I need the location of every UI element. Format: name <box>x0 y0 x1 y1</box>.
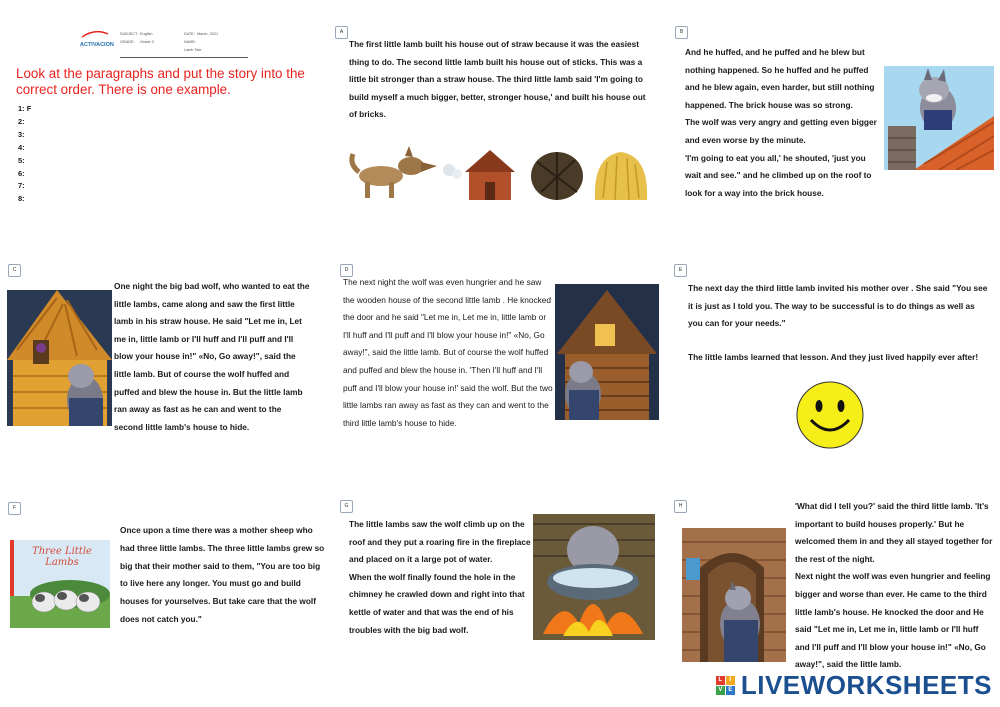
houses-illustration <box>345 142 653 204</box>
name-label: NAME: <box>184 40 197 44</box>
wolf-in-cauldron-image <box>533 514 655 640</box>
paragraph-e-part-2: The little lambs learned that lesson. And they just lived happily ever after! <box>688 351 979 362</box>
paragraph-g-text <box>349 516 531 639</box>
wolf-at-brick-door-image <box>682 528 786 662</box>
date-value: March, 2021 <box>197 32 219 36</box>
order-slot-6[interactable]: 6: <box>18 168 25 178</box>
logo-swoosh-icon <box>80 28 110 40</box>
paragraph-tag-e: E <box>674 264 687 277</box>
brick-house-icon <box>465 150 515 200</box>
wolf-blowing-icon <box>352 146 462 198</box>
paragraph-c-text: One night the big bad wolf, who wanted to eat the little lambs, came along and saw the first little lamb in his straw house. He said "Let me in, Let me in, little lamb or I'll huff and I'll puff and I'll blow your house in!" «No, Go away!", said the little lamb. But of course the wolf huffed and puffed and blew the house in. But the little lamb ran away as fast as he can and went to the second little lamb's house to hide. <box>114 281 310 432</box>
liveworksheets-mark-icon: L I V E <box>716 676 735 695</box>
wolf-on-roof-image <box>884 66 994 170</box>
liveworksheets-logo <box>716 671 992 699</box>
paragraph-tag-h: H <box>674 500 687 513</box>
order-slot-7[interactable]: 7: <box>18 181 25 191</box>
grade-value: Grade 3 <box>140 40 154 44</box>
paragraph-g-part-1: The little lambs saw the wolf climb up on the roof and they put a roaring fire in the fireplace and placed on it a large pot of water. <box>349 519 531 565</box>
grade-label: GRADE: <box>120 40 135 44</box>
wooden-house-wolf-image <box>555 284 659 420</box>
order-slot-3[interactable]: 3: <box>18 129 25 139</box>
paragraph-h-text <box>795 498 993 674</box>
paragraph-b-part-2: The wolf was very angry and getting even bigger and even worse by the minute. <box>685 117 877 145</box>
date-label: DATE: <box>184 32 195 36</box>
straw-house-wolf-image <box>7 290 112 426</box>
order-slot-5[interactable]: 5: <box>18 155 25 165</box>
paragraph-b-part-1: And he huffed, and he puffed and he blew but nothing happened. So he huffed and he puffed and he blew again, even harder, but still nothing happened. The brick house was so strong. <box>685 47 875 110</box>
paragraph-e-text <box>688 280 988 366</box>
order-slot-2[interactable]: 2: <box>18 116 25 126</box>
paragraph-tag-d: D <box>340 264 353 277</box>
book-title: Three Little Lambs <box>32 546 92 568</box>
paragraph-tag-f: F <box>8 502 21 515</box>
instructions-text: Look at the paragraphs and put the story into the correct order. There is one example. <box>16 66 305 97</box>
three-little-lambs-book-image <box>10 540 110 628</box>
paragraph-h-part-1: 'What did I tell you?' said the third little lamb. 'It's important to build houses properly.' But he welcomed them in and they all stayed together for the rest of the night. <box>795 501 993 564</box>
paragraph-a-text: The first little lamb built his house out of straw because it was the easiest thing to do. The second little lamb built his house out of sticks. This was a little bit stronger than a straw house. The third little lamb said 'I'm going to build myself a much bigger, better, stronger house,' and built his house out of bricks. <box>349 39 646 120</box>
paragraph-e-part-1: The next day the third little lamb invited his mother over . She said "You see it is just as I told you. The way to be successful is to do things as well as you can for your needs." <box>688 283 988 329</box>
paragraph-b-part-3: 'I'm going to eat you all,' he shouted, 'just you wait and see." and he climbed up on the roof to look for a way into the brick house. <box>685 152 872 198</box>
straw-bundle-icon <box>595 152 647 200</box>
worksheet-header <box>80 26 265 60</box>
paragraph-tag-b: B <box>675 26 688 39</box>
school-logo: ACTIVACION <box>80 28 110 48</box>
subject-label: SUBJECT: <box>120 32 138 36</box>
answer-order-list <box>18 103 31 206</box>
paragraph-d-text: The next night the wolf was even hungrier and he saw the wooden house of the second little lamb . He knocked the door and he said "Let me in, Let me in, little lamb or I'll huff and I'll puff and I'll blow your house in!" «No, Go away!", said the little lamb. But of course the wolf huffed and puffed and blew the house in. 'Then I'll huff and I'll puff and I'll blow your house in!' said the wolf. But the two little lambs ran away as fast as they can and went to the third little lamb's house to hide. <box>343 277 553 428</box>
subject-value: English <box>140 32 153 36</box>
order-slot-8[interactable]: 8: <box>18 194 25 204</box>
paragraph-tag-c: C <box>8 264 21 277</box>
paragraph-tag-g: G <box>340 500 353 513</box>
header-extra-label: Lamb Tale <box>184 48 202 52</box>
paragraph-tag-a: A <box>335 26 348 39</box>
order-slot-4[interactable]: 4: <box>18 142 25 152</box>
paragraph-g-part-2: When the wolf finally found the hole in the chimney he crawled down and right into that kettle of water and that was the end of his troubles with the big bad wolf. <box>349 571 525 635</box>
smiley-face-icon <box>795 380 865 450</box>
liveworksheets-wordmark: LIVEWORKSHEETS <box>740 669 992 700</box>
paragraph-f-text: Once upon a time there was a mother sheep who had three little lambs. The three little lambs grew so big that their mother said to them, "You are too big to live here any longer. You must go and build houses for yourselves. But take care that the wolf does not catch you." <box>120 525 325 624</box>
order-slot-1[interactable]: 1: F <box>18 104 32 113</box>
header-divider <box>120 57 248 58</box>
paragraph-b-text <box>685 44 880 202</box>
stick-bundle-icon <box>531 152 583 200</box>
paragraph-h-part-2: Next night the wolf was even hungrier and feeling bigger and worse than ever. He came to the third little lamb's house. He knocked the door and He said "Let me in, Let me in, little lamb or I'll huff and I'll puff and I'll blow your house in!" «No, Go away!", said the little lamb. <box>795 571 991 670</box>
